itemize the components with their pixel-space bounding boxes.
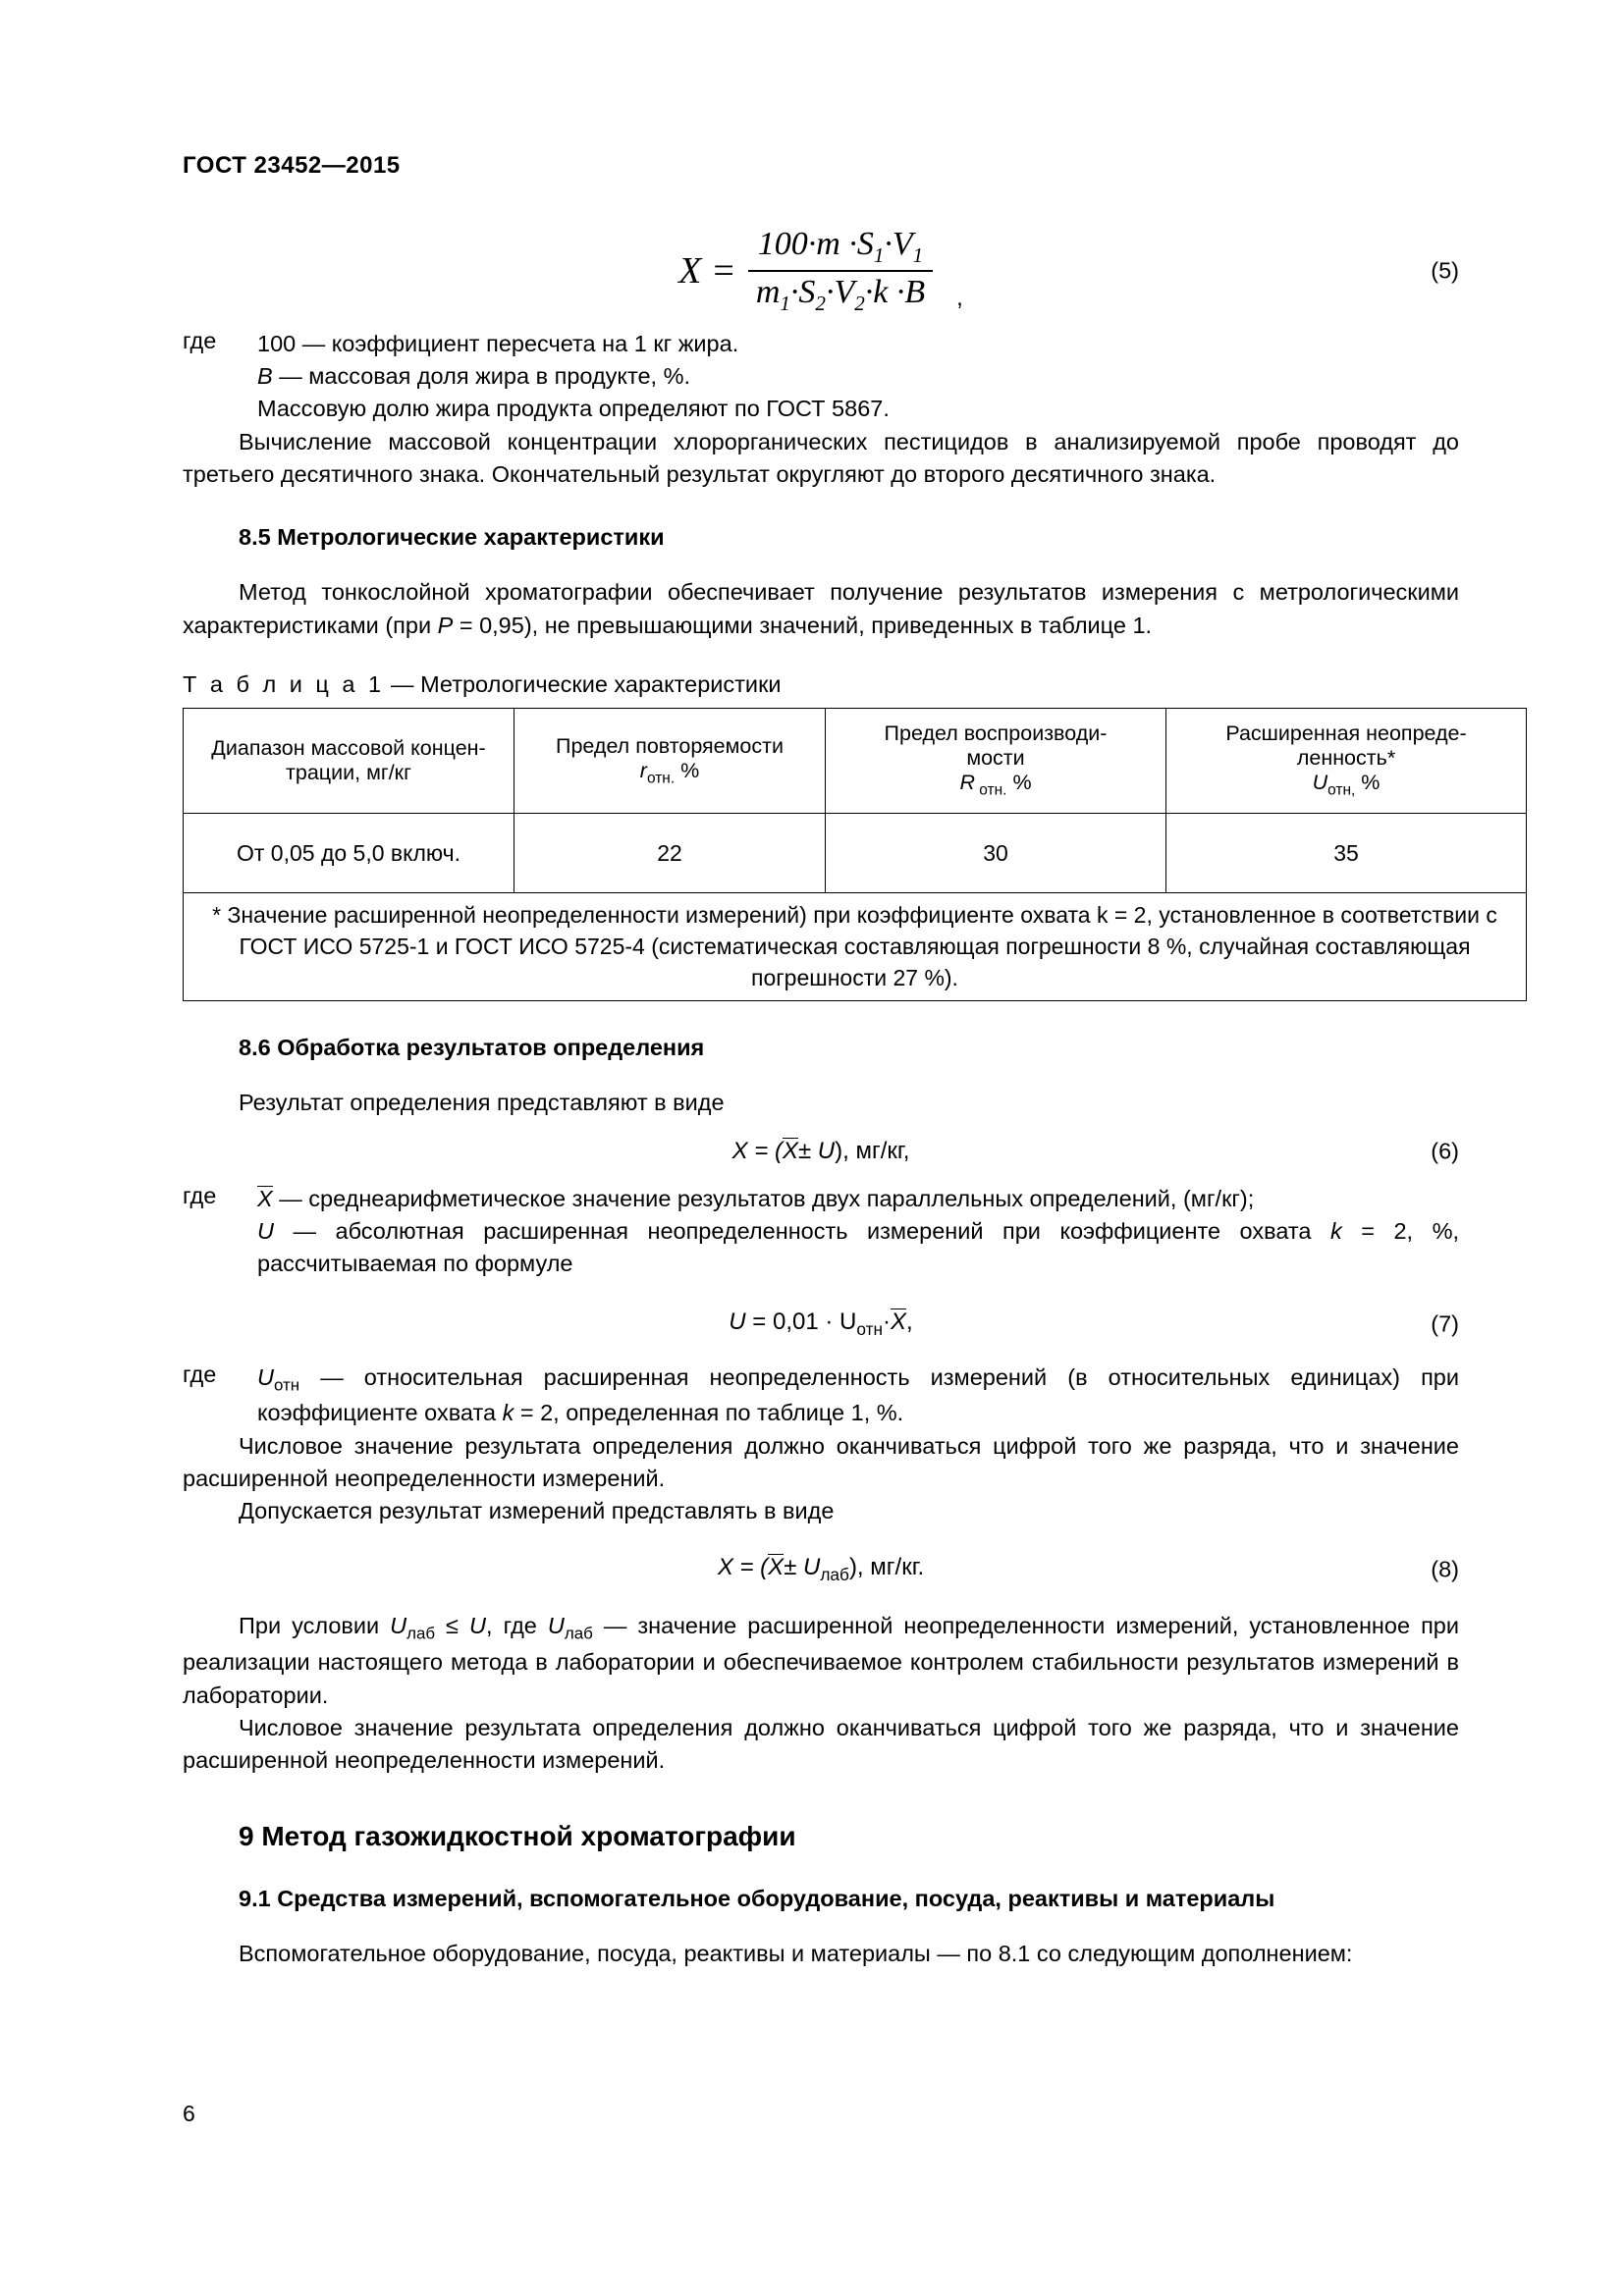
legend-3-text: — относительная расширенная неопределенность измерений (в относительных единицах) при коэффициенте охвата: [257, 1363, 1459, 1426]
page-number: 6: [183, 2101, 195, 2126]
cond-c: — значение расширенной неопределенности измерений, установленное при реализации настоящего метода в лаборатории и обеспечиваемое контролем стабильности результатов измерений в лаборатории.: [183, 1613, 1459, 1708]
legend-line-2-text: — массовая доля жира в продукте, %.: [272, 362, 691, 389]
formula-5-comma: ,: [956, 284, 963, 311]
formula-8-prefix: X = (: [717, 1553, 769, 1580]
cell-reproducibility-value: 30: [826, 814, 1166, 893]
header-unc-sub: отн,: [1327, 781, 1356, 799]
legend-2-line-2: [257, 1215, 1459, 1281]
legend-2-line-2-text: — абсолютная расширенная неопределенность измерений при коэффициенте охвата: [273, 1218, 1330, 1245]
header-rep-tail: %: [675, 758, 700, 782]
legend-line-2-symbol: B: [257, 362, 273, 389]
cond-u1: U: [390, 1613, 407, 1639]
metrological-table: [183, 708, 1527, 1001]
formula-8-sub: лаб: [820, 1564, 849, 1584]
formula-5-fraction: [746, 224, 935, 318]
formula-7: [183, 1308, 1459, 1340]
formula-6-legend: [183, 1183, 1459, 1281]
formula-6-expression: [732, 1138, 910, 1164]
table-footnote: * Значение расширенной неопределенности измерений) при коэффициенте охвата k = 2, установленное в соответствии с ГОСТ ИСО 5725-1 и ГОСТ ИСО 5725-4 (систематическая составляющая погрешности 8 %, случайная составляющая погрешности 27 %).: [184, 893, 1527, 1001]
paragraph-8-5-b: = 0,95), не превышающими значений, приведенных в таблице 1.: [453, 612, 1153, 638]
header-rep-line2: [522, 759, 817, 787]
cond-u1-sub: лаб: [406, 1625, 436, 1644]
header-repro-tail: %: [1006, 771, 1032, 795]
heading-8-6: 8.6 Обработка результатов определения: [239, 1035, 705, 1061]
legend-2-xbar: X: [257, 1185, 273, 1211]
formula-6-number: (6): [1431, 1138, 1459, 1164]
legend-label-gde: где: [183, 327, 217, 353]
formula-8-xbar: X: [768, 1553, 785, 1580]
paragraph-8-6-rounding-1: Числовое значение результата определения должно оканчиваться цифрой того же разряда, что и значение расширенной неопределенности измерений.: [183, 1432, 1459, 1491]
legend-3-u: U: [257, 1363, 274, 1390]
legend-3-tail: = 2, определенная по таблице 1, %.: [514, 1400, 904, 1426]
cell-repeatability-value: 22: [514, 814, 826, 893]
formula-5-legend: [183, 328, 1459, 426]
table-note-row: [184, 893, 1527, 1001]
legend-2-line-1-text: — среднеарифметическое значение результатов двух параллельных определений, (мг/кг);: [272, 1185, 1255, 1211]
heading-9-1: 9.1 Средства измерений, вспомогательное оборудование, посуда, реактивы и материалы: [239, 1885, 1275, 1911]
header-unc-tail: %: [1355, 771, 1380, 795]
table-caption-label: Т а б л и ц а 1: [183, 671, 385, 698]
table-row: [184, 814, 1527, 893]
paragraph-9-1: Вспомогательное оборудование, посуда, реактивы и материалы — по 8.1 со следующим дополнением:: [239, 1940, 1353, 1966]
formula-8-expression: [717, 1553, 925, 1584]
header-repro-line3: [834, 771, 1158, 799]
formula-6: [183, 1138, 1459, 1165]
formula-5-number: (5): [1431, 257, 1459, 284]
formula-5-den-b-sub: 2: [815, 291, 826, 315]
formula-5-numerator-sub2: 1: [912, 242, 924, 267]
formula-7-u: U: [729, 1308, 746, 1335]
table-header-cell-range: [184, 709, 514, 814]
formula-6-pm: ± U: [797, 1137, 836, 1164]
header-rep-symbol: r: [639, 758, 647, 782]
legend-3-line-1: [257, 1362, 1459, 1430]
formula-5-den-a-sub: 1: [780, 291, 790, 315]
cond-le: ≤: [435, 1613, 470, 1639]
table-caption: [183, 671, 1459, 698]
legend-3-body: [257, 1362, 1459, 1430]
header-rep-line1: Предел повторяемости: [556, 733, 784, 758]
legend-3-label-gde: где: [183, 1361, 217, 1387]
legend-line-3: Массовую долю жира продукта определяют по ГОСТ 5867.: [257, 396, 890, 422]
table-header-cell-uncertainty: [1166, 709, 1527, 814]
table-header-cell-repeatability: [514, 709, 826, 814]
header-range-line1: Диапазон массовой концен-: [211, 736, 486, 761]
formula-7-sub: отн: [856, 1318, 884, 1339]
table-head: [184, 709, 1527, 814]
cell-uncertainty-value: 35: [1166, 814, 1527, 893]
formula-5-den-c-sub: 2: [854, 291, 865, 315]
table-header-cell-reproducibility: [826, 709, 1166, 814]
header-unc-line2: ленность*: [1296, 746, 1396, 771]
document-body: [183, 206, 1497, 1970]
formula-7-legend: [183, 1362, 1459, 1430]
paragraph-8-6-rounding-2: Числовое значение результата определения должно оканчиваться цифрой того же разряда, что и значение расширенной неопределенности измерений.: [183, 1714, 1459, 1774]
paragraph-8-5-p: P: [437, 612, 454, 638]
formula-5-den-d: ·k ·B: [864, 273, 926, 310]
legend-3-k: k: [502, 1400, 514, 1426]
formula-5-lhs: X: [678, 249, 702, 292]
formula-7-body: = 0,01 · U: [745, 1308, 857, 1335]
heading-9: 9 Метод газожидкостной хроматографии: [239, 1820, 796, 1851]
legend-2-line-2-tail: = 2, %, рассчитываемая по формуле: [257, 1218, 1459, 1277]
formula-7-dot: ·: [883, 1308, 892, 1335]
header-unc-line3: [1174, 771, 1518, 799]
paragraph-8-5: [183, 576, 1459, 642]
legend-body: [257, 328, 1459, 426]
cell-range-value: От 0,05 до 5,0 включ.: [184, 814, 514, 893]
table-body: [184, 814, 1527, 1001]
formula-8: [183, 1554, 1459, 1585]
legend-line-1: 100 — коэффициент пересчета на 1 кг жира.: [257, 330, 739, 356]
legend-2-line-1: [257, 1183, 1459, 1215]
formula-5-denominator: [746, 272, 935, 318]
legend-2-label-gde: где: [183, 1182, 217, 1208]
cond-b: , где: [486, 1613, 548, 1639]
paragraph-8-6-condition: [183, 1610, 1459, 1711]
formula-7-number: (7): [1431, 1310, 1459, 1337]
formula-8-number: (8): [1431, 1556, 1459, 1582]
heading-8-5: 8.5 Метрологические характеристики: [239, 524, 665, 551]
legend-line-2: [257, 360, 1459, 393]
formula-6-prefix: X = (: [731, 1137, 783, 1164]
paragraph-calculation: Вычисление массовой концентрации хлорорганических пестицидов в анализируемой пробе проводят до третьего десятичного знака. Окончательный результат округляют до второго десятичного знака.: [183, 428, 1459, 488]
header-unc-symbol: U: [1312, 771, 1328, 795]
formula-5-den-b: ·S: [789, 273, 816, 310]
legend-2-u: U: [257, 1218, 274, 1245]
formula-5-expression: X = $\frac{100\cdot m \cdot S_1\cdot V_1}{m_1\cdot S_2\cdot V_2\cdot k \cdot B}$ ,: [678, 224, 963, 318]
formula-5-numerator: [748, 224, 933, 272]
header-repro-symbol: R: [959, 771, 975, 795]
formula-5: [183, 224, 1459, 318]
header-repro-sub: отн.: [974, 781, 1007, 799]
header-repro-line2: мости: [966, 746, 1025, 771]
paragraph-8-6-allowed: Допускается результат измерений представлять в виде: [239, 1498, 835, 1524]
table-header-row: [184, 709, 1527, 814]
formula-7-xbar: X: [891, 1308, 907, 1335]
formula-8-pm: ± U: [784, 1553, 821, 1580]
header-unc-line1: Расширенная неопреде-: [1225, 721, 1467, 746]
formula-5-numerator-mid: ·V: [884, 226, 913, 262]
formula-5-den-a: m: [755, 273, 781, 310]
formula-5-numerator-a: 100·m ·S: [757, 226, 874, 262]
legend-2-k: k: [1329, 1218, 1342, 1245]
table-caption-text: — Метрологические характеристики: [384, 671, 782, 698]
formula-6-suffix: ), мг/кг,: [835, 1137, 910, 1164]
header-range-line2: трации, мг/кг: [286, 761, 411, 785]
formula-5-numerator-sub1: 1: [873, 242, 885, 267]
formula-6-xbar: X: [782, 1137, 798, 1164]
cond-u3: U: [547, 1613, 565, 1639]
cond-u2: U: [469, 1613, 487, 1639]
cond-a: При условии: [239, 1613, 391, 1639]
legend-2-body: [257, 1183, 1459, 1281]
header-rep-sub: отн.: [646, 770, 676, 787]
header-repro-line1: Предел воспроизводи-: [884, 721, 1108, 746]
legend-3-u-sub: отн: [273, 1375, 300, 1395]
formula-8-suffix: ), мг/кг.: [848, 1553, 925, 1580]
paragraph-8-6-intro: Результат определения представляют в виде: [239, 1090, 725, 1116]
formula-5-den-c: ·V: [825, 273, 855, 310]
document-header: ГОСТ 23452—2015: [183, 152, 401, 179]
formula-7-expression: [729, 1308, 913, 1339]
formula-7-comma: ,: [906, 1308, 913, 1335]
cond-u3-sub: лаб: [564, 1625, 593, 1644]
paragraph-8-5-a: Метод тонкослойной хроматографии обеспечивает получение результатов измерения с метрологическими характеристиками (при: [183, 579, 1459, 638]
